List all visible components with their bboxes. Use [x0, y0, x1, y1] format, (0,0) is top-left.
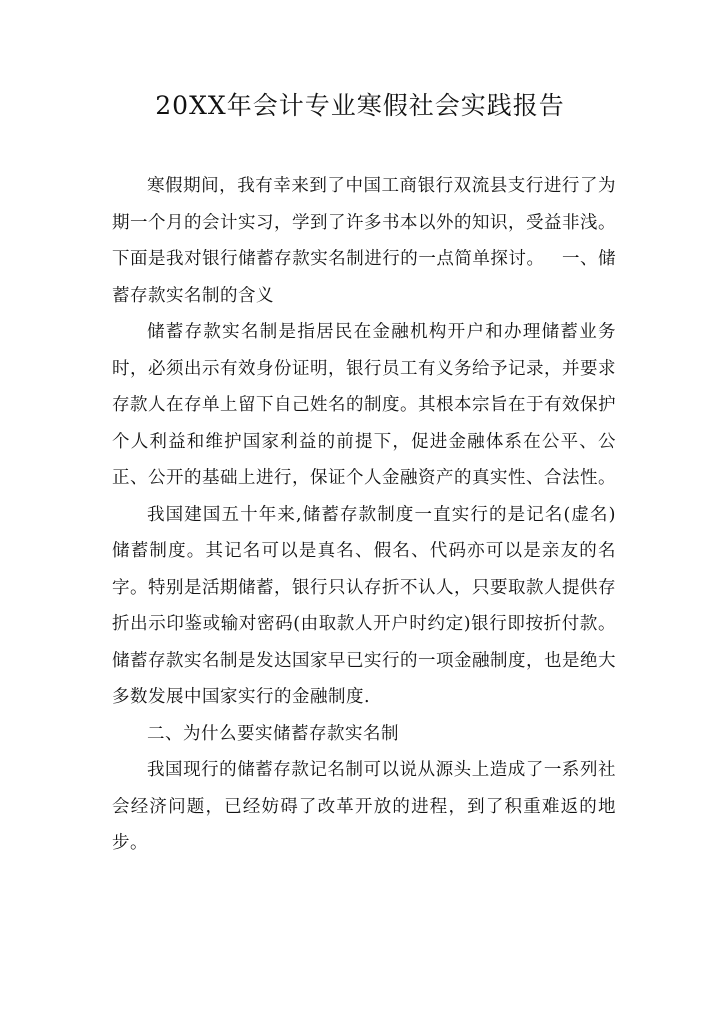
paragraph-intro — [112, 168, 616, 314]
section-heading-2: 二、为什么要实储蓄存款实名制 — [147, 723, 399, 744]
paragraph-definition: 储蓄存款实名制是指居民在金融机构开户和办理储蓄业务时，必须出示有效身份证明，银行员工有义务给予记录，并要求存款人在存单上留下自己姓名的制度。其根本宗旨在于有效保护个人利益和维护国家利益的前提下，促进金融体系在公平、公正、公开的基础上进行，保证个人金融资产的真实性、合法性。 — [112, 322, 616, 488]
paragraph-intro-text: 寒假期间，我有幸来到了中国工商银行双流县支行进行了为期一个月的会计实习，学到了许多书本以外的知识，受益非浅。下面是我对银行储蓄存款实名制进行的一点简单探讨。 — [112, 176, 616, 269]
paragraph-history: 我国建国五十年来,储蓄存款制度一直实行的是记名(虚名)储蓄制度。其记名可以是真名、假名、代码亦可以是亲友的名字。特别是活期储蓄，银行只认存折不认人，只要取款人提供存折出示印鉴或输对密码(由取款人开户时约定)银行即按折付款。储蓄存款实名制是发达国家早已实行的一项金融制度，也是绝大多数发展中国家实行的金融制度. — [112, 504, 616, 707]
section-heading-1: 一、储蓄存款实名制的含义 — [112, 249, 617, 306]
paragraph-problems: 我国现行的储蓄存款记名制可以说从源头上造成了一系列社会经济问题，已经妨碍了改革开放的进程，到了积重难返的地步。 — [112, 760, 616, 853]
document-title: 20XX年会计专业寒假社会实践报告 — [155, 91, 565, 120]
document-body — [112, 168, 616, 862]
